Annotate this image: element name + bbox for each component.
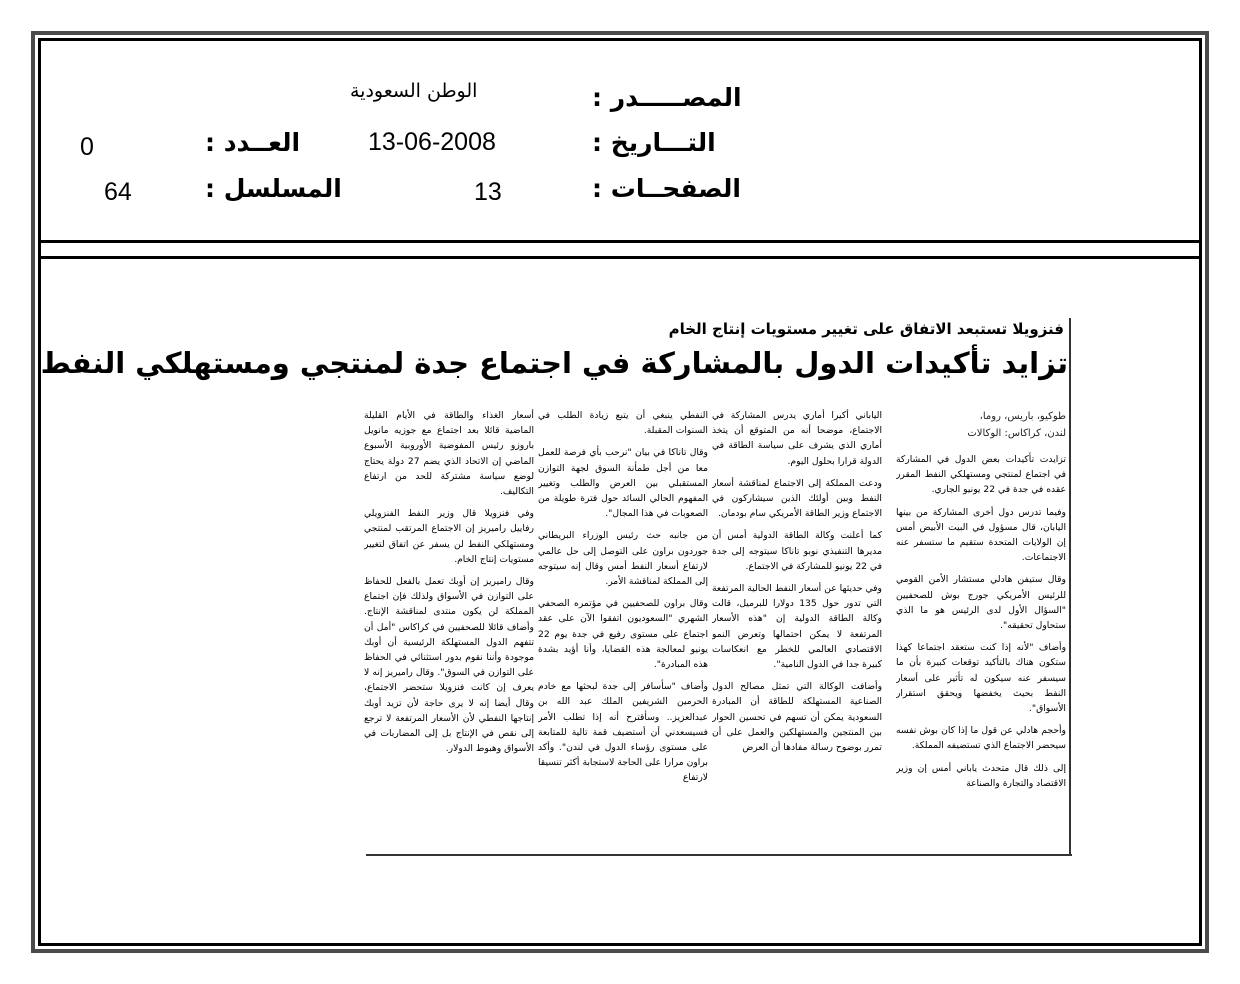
- paragraph: النفطي ينبغي أن يتبع زيادة الطلب في السنوات المقبلة.: [538, 410, 708, 437]
- paragraph: أسعار الغذاء والطاقة في الأيام القليلة الماضية قائلا بعد اجتماع مع جوزيه مانويل باروزو رئيس المفوضية الأوروبية الأسبوع الماضي إن الاتحاد الذي يضم 27 دولة يحتاج لوضع سياسة مشتركة للحد من ارتفاع التكاليف.: [364, 410, 534, 498]
- paragraph: وأضافت الوكالة التي تمثل مصالح الدول الصناعية المستهلكة للطاقة أن المبادرة السعودية يمكن أن تسهم في تحسين الحوار بين المنتجين والمستهلكين والعمل على أن تمرر بوضوح رسالة مفادها أن العرض: [712, 681, 882, 754]
- paragraph: وفي فنزويلا قال وزير النفط الفنزويلي رفاييل راميريز إن الاجتماع المرتقب لمنتجي ومستهلكي النفط لن يسفر عن اتفاق لتغيير مستويات إنتاج الخام.: [364, 508, 534, 565]
- paragraph: وأضاف "سأسافر إلى جدة لبحثها مع خادم الحرمين الشريفين الملك عبد الله بن عبدالعزيز.. وسأقترح أنه إذا تطلب الأمر فسيسعدني أن أستضيف قمة تالية للمتابعة على مستوى رؤساء الدول في لندن". وأكد براون مرارا على الحاجة لاستجابة أكثر تنسيقا لارتفاع: [538, 681, 708, 784]
- byline-agencies: لندن، كراكاس: الوكالات: [967, 428, 1066, 439]
- article-headline: تزايد تأكيدات الدول بالمشاركة في اجتماع جدة لمنتجي ومستهلكي النفط: [40, 346, 1068, 380]
- serial-value: 64: [104, 178, 132, 206]
- paragraph: وقال براون للصحفيين في مؤتمره الصحفي الشهري "السعوديون اتفقوا الآن على عقد اجتماع على مستوى رفيع في جدة يوم 22 يونيو لمعالجة هذه القضايا، وأنا أؤيد بشدة هذه المبادرة".: [538, 598, 708, 671]
- paragraph: كما أعلنت وكالة الطاقة الدولية أمس أن مديرها التنفيذي نوبو تاناكا سيتوجه إلى جدة في 22 يونيو للمشاركة في الاجتماع.: [712, 530, 882, 572]
- paragraph: وقال تاناكا في بيان "نرحب بأي فرصة للعمل معا من أجل طمأنة السوق لجهة التوازن المستقبلي بين العرض والطلب وتغيير المفهوم الحالي السائد حول فترة طويلة من الصعوبات في هذا المجال".: [538, 447, 708, 520]
- paragraph: وقال راميريز إن أوبك تعمل بالفعل للحفاظ على التوازن في الأسواق ولذلك فإن اجتماع المملكة لن يكون منتدى لمناقشة الإنتاج. وأضاف قائلا للصحفيين في كراكاس "أمل أن تتفهم الدول المستهلكة الرئيسية أن أوبك موجودة وأننا نقوم بدور استثنائي في الحفاظ على التوازن في السوق". وقال راميريز إنه لا يعرف إن كانت فنزويلا ستحضر الاجتماع، وقال أيضا إنه لا يرى حاجة لأن تزيد أوبك إنتاجها النفطي لأن الأسعار المرتفعة لا ترجع إلى نقص في الإنتاج بل إلى المضاربات في الأسواق وهبوط الدولار.: [364, 576, 534, 755]
- header-divider-bottom: [38, 256, 1202, 259]
- pages-label: الصفحــات :: [592, 174, 741, 203]
- paragraph: تزايدت تأكيدات بعض الدول في المشاركة في اجتماع لمنتجي ومستهلكي النفط المقرر عقده في جدة في 22 يونيو الجاري.: [896, 454, 1066, 496]
- article-kicker: فنزويلا تستبعد الاتفاق على تغيير مستويات إنتاج الخام: [668, 320, 1064, 338]
- pages-value: 13: [474, 178, 502, 206]
- source-value: الوطن السعودية: [350, 80, 478, 102]
- article-column-3: [538, 408, 708, 848]
- paragraph: إلى ذلك قال متحدث ياباني أمس إن وزير الاقتصاد والتجارة والصناعة: [896, 762, 1066, 789]
- paragraph: وأحجم هادلي عن قول ما إذا كان بوش نفسه سيحضر الاجتماع الذي تستضيفه المملكة.: [896, 725, 1066, 752]
- article-column-1: [896, 408, 1066, 848]
- paragraph: وفي حديثها عن أسعار النفط الحالية المرتفعة التي تدور حول 135 دولارا للبرميل، قالت وكالة الطاقة الدولية إن "هذه الأسعار المرتفعة لا يمكن احتمالها وتعرض النمو الاقتصادي العالمي للخطر مع انعكاسات كبيرة جدا في الدول النامية".: [712, 583, 882, 671]
- paragraph: وأضاف "لأنه إذا كنت ستعقد اجتماعا كهذا ستكون هناك بالتأكيد توقعات كبيرة بأن ما سيسفر عنه سيكون له تأثير على أسعار النفط بحيث يخفضها ويحقق استقرار الأسواق".: [896, 642, 1066, 715]
- paragraph: ودعت المملكة إلى الاجتماع لمناقشة أسعار النفط وبين أولئك الذين سيشاركون في الاجتماع وزير الطاقة الأمريكي سام بودمان.: [712, 477, 882, 520]
- byline-cities: طوكيو، باريس، روما،: [979, 411, 1066, 422]
- paragraph: من جانبه حث رئيس الوزراء البريطاني جوردون براون على التوصل إلى حل عالمي لارتفاع أسعار النفط أمس وقال إنه سيتوجه إلى المملكة لمناقشة الأمر.: [538, 530, 708, 588]
- article-column-4: [364, 408, 534, 848]
- article-byline: [896, 408, 1066, 442]
- paragraph: وقال ستيفن هادلي مستشار الأمن القومي للرئيس الأمريكي جورج بوش للصحفيين "السؤال الأول لدى الرئيس هو ما الذي ستحاول تحقيقه".: [896, 574, 1066, 632]
- date-label: التـــاريخ :: [592, 128, 716, 157]
- article-clipping: [40, 318, 1072, 858]
- date-value: 13-06-2008: [368, 128, 496, 156]
- paragraph: الياباني أكيرا أماري يدرس المشاركة في الاجتماع، موضحا أنه من المتوقع أن يتخذ أماري الذي يشرف على سياسة الطاقة في الدولة قرارا بحلول اليوم.: [712, 410, 882, 467]
- paragraph: وفيما تدرس دول أخرى المشاركة من بينها اليابان، قال مسؤول في البيت الأبيض أمس إن الولايات المتحدة ستقيم ما ستسفر عنه الاجتماعات.: [896, 506, 1066, 564]
- clipping-bottom-border: [366, 854, 1072, 856]
- header-divider-top: [38, 240, 1202, 243]
- article-column-2: [712, 408, 882, 848]
- source-label: المصـــــدر :: [592, 83, 742, 112]
- clipping-right-border: [1069, 318, 1071, 856]
- issue-label: العــدد :: [205, 128, 301, 157]
- issue-value: 0: [80, 133, 94, 161]
- serial-label: المسلسل :: [205, 174, 342, 203]
